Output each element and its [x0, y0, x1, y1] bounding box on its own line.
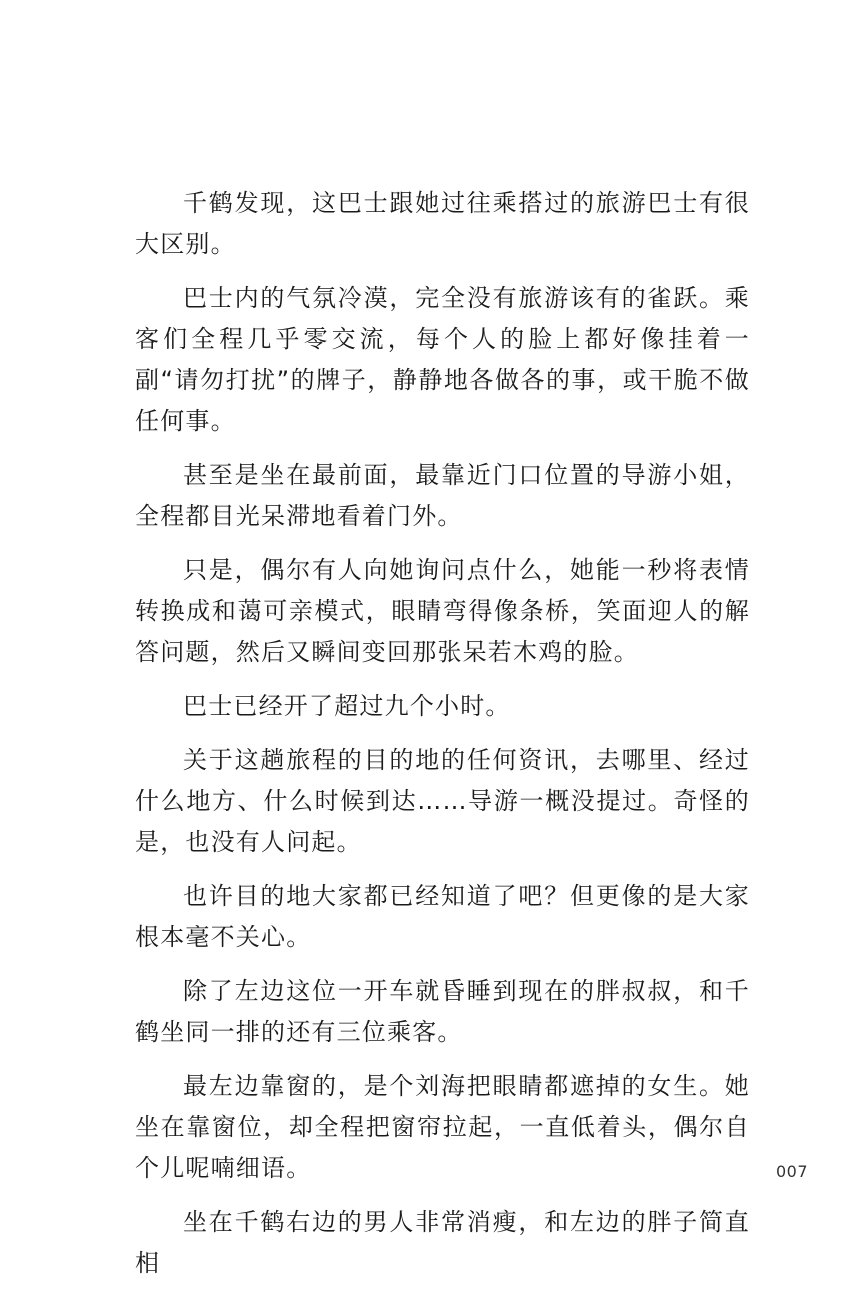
paragraph: 关于这趟旅程的目的地的任何资讯，去哪里、经过什么地方、什么时候到达……导游一概没提过。奇怪的是，也没有人问起。: [135, 746, 750, 856]
paragraph: 也许目的地大家都已经知道了吧？但更像的是大家根本毫不关心。: [135, 882, 750, 951]
paragraph: 坐在千鹤右边的男人非常消瘦，和左边的胖子简直相: [135, 1208, 750, 1277]
paragraph: 除了左边这位一开车就昏睡到现在的胖叔叔，和千鹤坐同一排的还有三位乘客。: [135, 977, 750, 1046]
paragraph: 巴士内的气氛冷漠，完全没有旅游该有的雀跃。乘客们全程几乎零交流，每个人的脸上都好像挂着一副“请勿打扰”的牌子，静静地各做各的事，或干脆不做任何事。: [135, 284, 750, 435]
paragraph: 巴士已经开了超过九个小时。: [183, 692, 511, 720]
paragraph: 最左边靠窗的，是个刘海把眼睛都遮掉的女生。她坐在靠窗位，却全程把窗帘拉起，一直低着头，偶尔自个儿呢喃细语。: [135, 1072, 750, 1182]
paragraph: 甚至是坐在最前面，最靠近门口位置的导游小姐，全程都目光呆滞地看着门外。: [135, 461, 750, 530]
paragraph: 千鹤发现，这巴士跟她过往乘搭过的旅游巴士有很大区别。: [135, 189, 750, 258]
page-number: 007: [775, 1162, 808, 1181]
paragraph: 只是，偶尔有人向她询问点什么，她能一秒将表情转换成和蔼可亲模式，眼睛弯得像条桥，笑面迎人的解答问题，然后又瞬间变回那张呆若木鸡的脸。: [135, 556, 750, 666]
body-text: [135, 183, 750, 1297]
